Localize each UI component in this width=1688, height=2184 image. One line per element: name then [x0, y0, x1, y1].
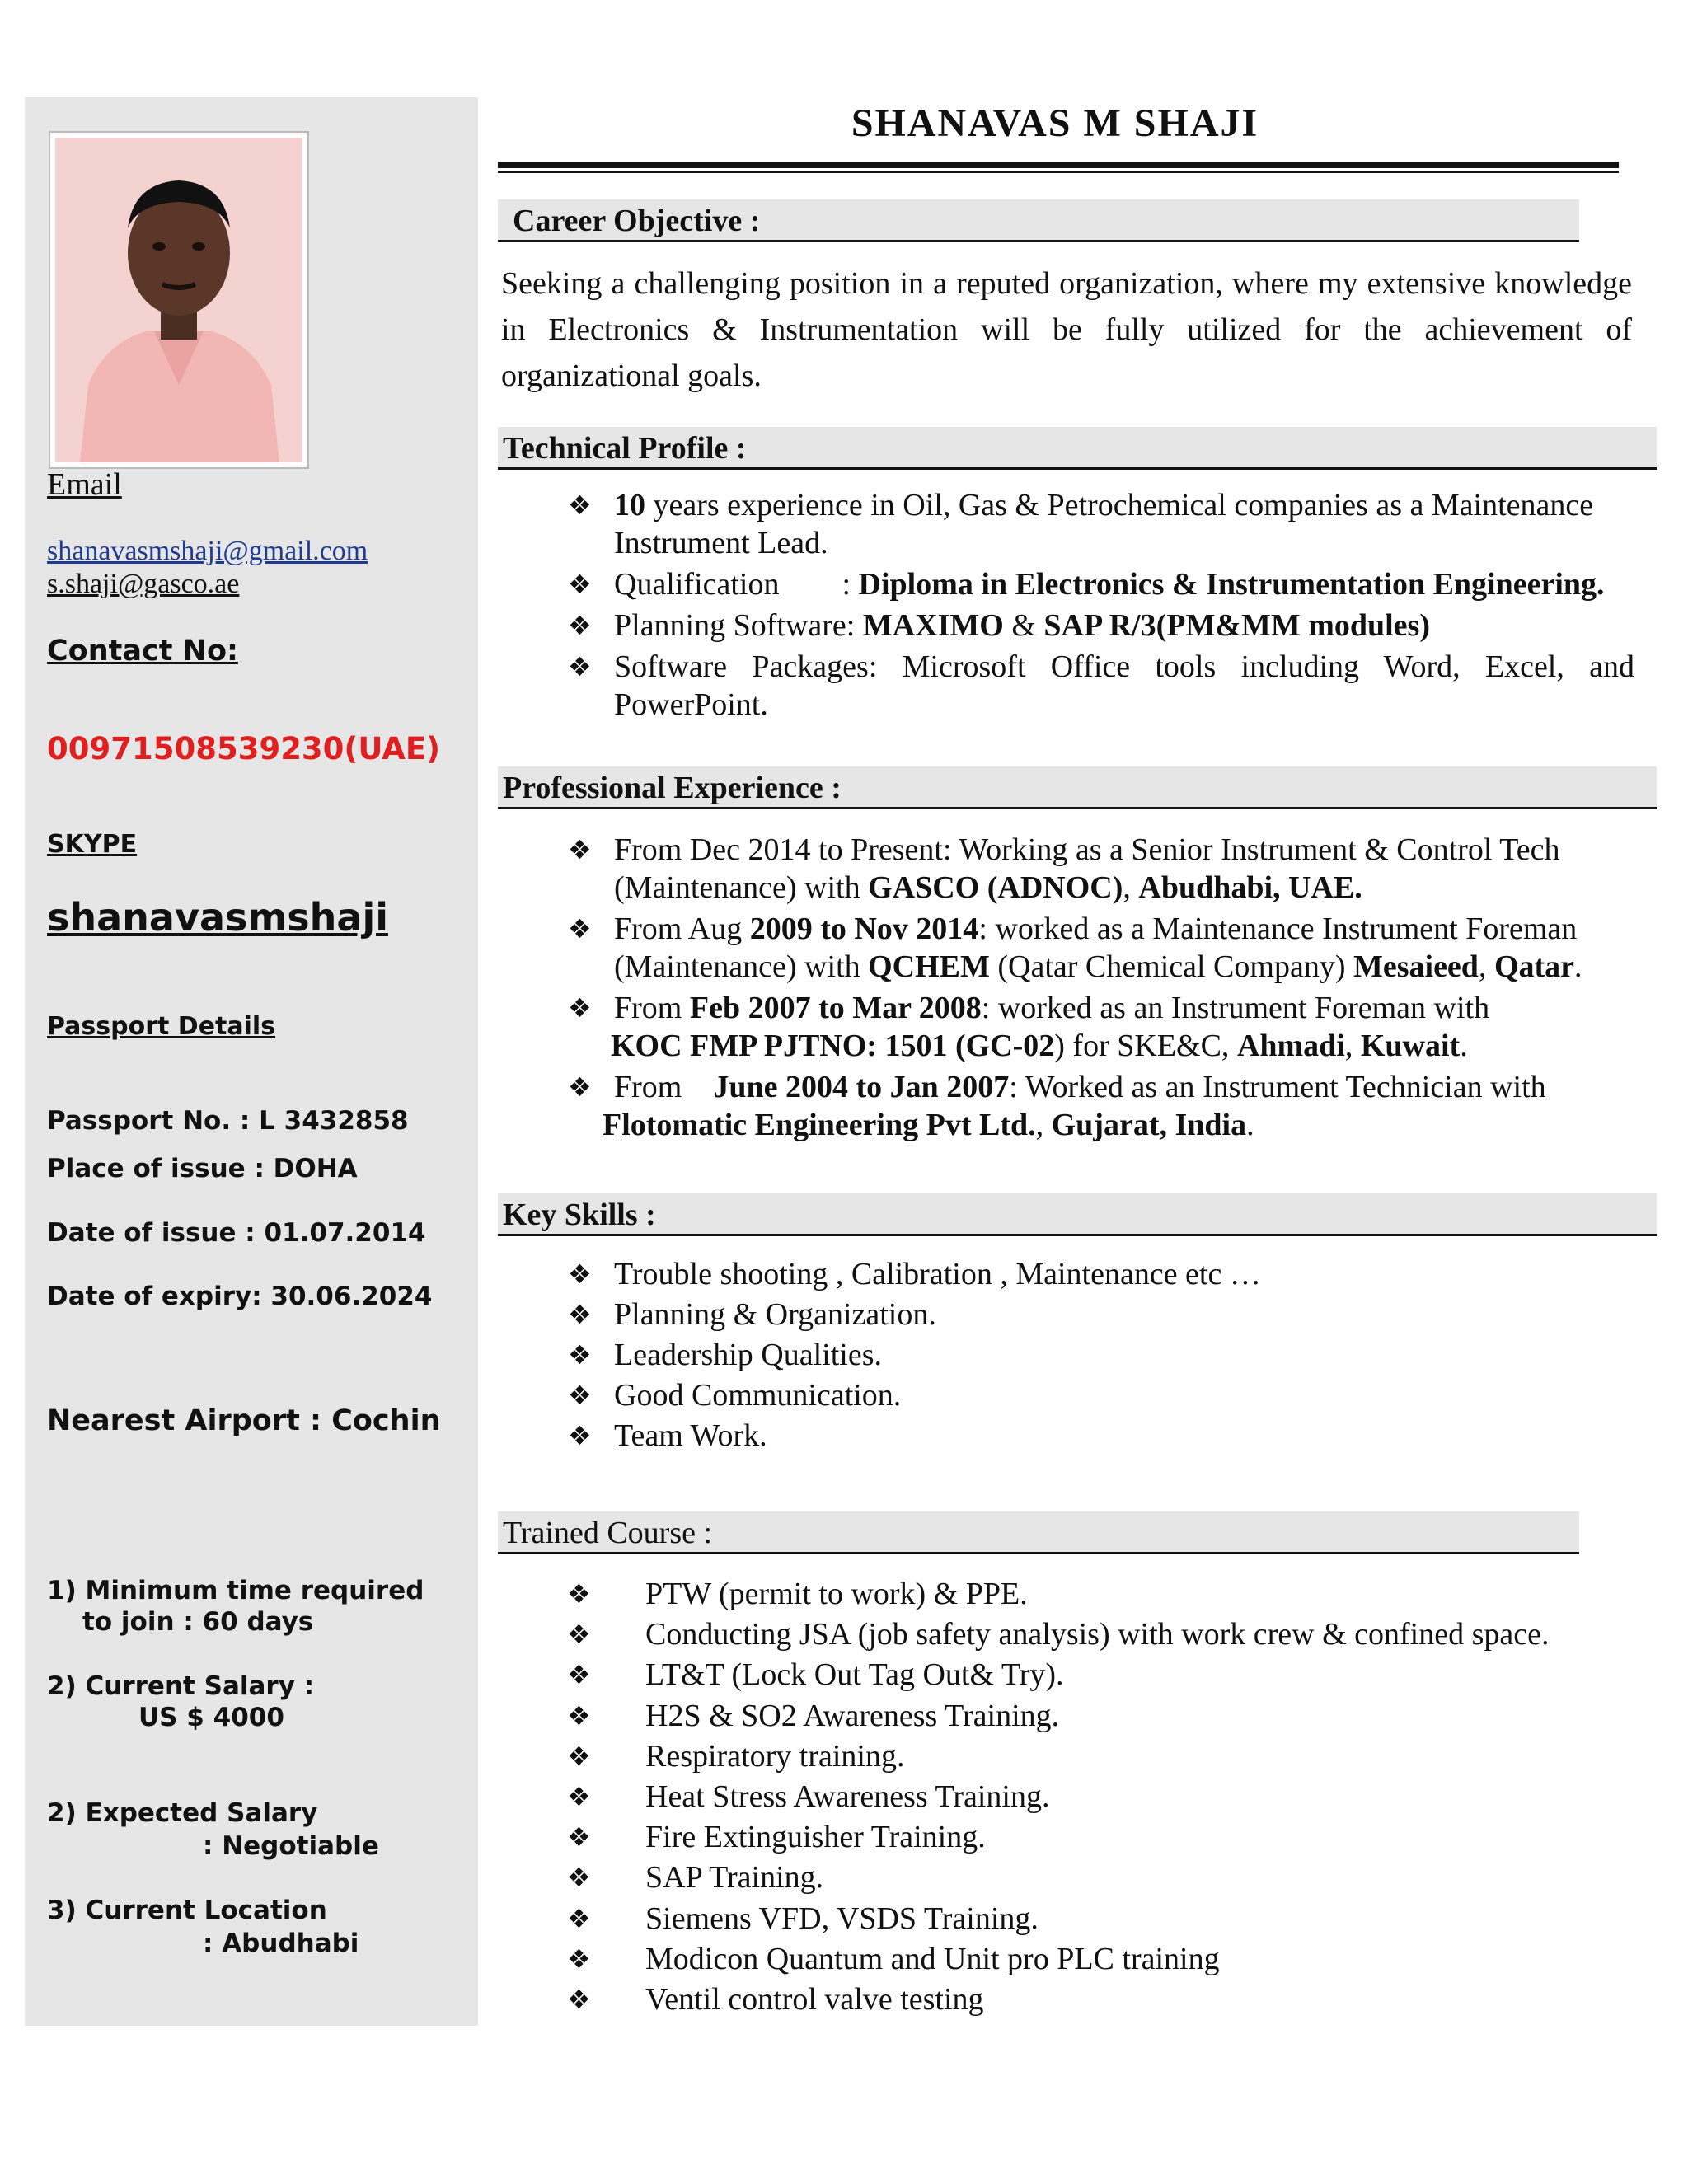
passport-label: Passport Details — [47, 1012, 276, 1041]
email-label: Email — [47, 467, 122, 502]
list-item: ❖ Trouble shooting , Calibration , Maintenance etc … — [614, 1254, 1634, 1295]
technical-profile-heading: Technical Profile : — [498, 427, 1657, 470]
location-line2: : Abudhabi — [203, 1929, 359, 1958]
bullet-icon: ❖ — [568, 992, 592, 1024]
bullet-icon: ❖ — [568, 1380, 592, 1411]
location-line1: 3) Current Location — [47, 1896, 327, 1925]
list-item: ❖ Conducting JSA (job safety analysis) with work crew & confined space. — [645, 1615, 1634, 1655]
email-link-primary[interactable]: shanavasmshaji@gmail.com — [47, 536, 368, 566]
list-item: ❖ From Aug 2009 to Nov 2014: worked as a Maintenance Instrument Foreman (Maintenance) with QCHEM (Qatar Chemical Company) Mesaieed, Qatar. — [568, 912, 1582, 984]
list-item: ❖ Team Work. — [614, 1416, 1634, 1456]
person-photo-icon — [55, 138, 302, 462]
title-rule-thick — [498, 162, 1619, 168]
professional-experience-heading: Professional Experience : — [498, 766, 1657, 809]
skype-id: shanavasmshaji — [47, 895, 388, 940]
current-salary-line1: 2) Current Salary : — [47, 1671, 315, 1701]
date-of-issue: Date of issue : 01.07.2014 — [47, 1218, 426, 1248]
list-item: ❖ PTW (permit to work) & PPE. — [645, 1574, 1634, 1615]
list-item: ❖ Siemens VFD, VSDS Training. — [645, 1899, 1634, 1939]
list-item: ❖ LT&T (Lock Out Tag Out& Try). — [645, 1655, 1634, 1695]
place-of-issue: Place of issue : DOHA — [47, 1154, 358, 1183]
technical-profile-list — [568, 486, 1634, 724]
bullet-icon: ❖ — [568, 1420, 592, 1451]
list-item: ❖ From Dec 2014 to Present: Working as a Senior Instrument & Control Tech (Maintenance) with GASCO (ADNOC), Abudhabi, UAE. — [568, 832, 1560, 905]
email-link-secondary[interactable]: s.shaji@gasco.ae — [47, 569, 240, 599]
list-item: ❖ Qualification : Diploma in Electronics & Instrumentation Engineering. — [568, 567, 1605, 602]
list-item: ❖ Ventil control valve testing — [645, 1980, 1634, 2020]
expected-salary-line2: : Negotiable — [203, 1831, 379, 1861]
list-item: ❖ Software Packages: Microsoft Office tools including Word, Excel, and PowerPoint. — [568, 649, 1634, 722]
bullet-icon: ❖ — [567, 1821, 591, 1854]
bullet-icon: ❖ — [568, 651, 592, 682]
list-item: ❖ SAP Training. — [645, 1858, 1634, 1898]
bullet-icon: ❖ — [567, 1619, 591, 1651]
bullet-icon: ❖ — [567, 1578, 591, 1610]
expected-salary-line1: 2) Expected Salary — [47, 1798, 318, 1828]
list-item: ❖ H2S & SO2 Awareness Training. — [645, 1696, 1634, 1736]
current-salary-line2: US $ 4000 — [138, 1703, 284, 1732]
bullet-icon: ❖ — [568, 1071, 592, 1103]
passport-no: Passport No. : L 3432858 — [47, 1106, 409, 1136]
list-item: ❖ Good Communication. — [614, 1376, 1634, 1416]
bullet-icon: ❖ — [567, 1699, 591, 1732]
list-item: ❖ From Feb 2007 to Mar 2008: worked as an Instrument Foreman with KOC FMP PJTNO: 1501 (GC-02) for SKE&C, Ahmadi, Kuwait. — [568, 991, 1490, 1063]
min-time-line2: to join : 60 days — [82, 1607, 314, 1637]
trained-course-heading: Trained Course : — [498, 1511, 1579, 1554]
contact-number: 00971508539230(UAE) — [47, 731, 441, 766]
bullet-icon: ❖ — [567, 1984, 591, 2016]
bullet-icon: ❖ — [568, 569, 592, 600]
list-item: ❖ Leadership Qualities. — [614, 1335, 1634, 1376]
min-time-line1: 1) Minimum time required — [47, 1576, 424, 1605]
list-item: ❖ Fire Extinguisher Training. — [645, 1817, 1634, 1858]
bullet-icon: ❖ — [568, 1299, 592, 1330]
bullet-icon: ❖ — [567, 1943, 591, 1975]
career-objective-text: Seeking a challenging position in a reputed organization, where my extensive knowledge in Electronics & Instrumentation will be fully utilized for the achievement of organizational goals. — [501, 266, 1632, 393]
trained-course-list — [567, 1574, 1634, 2020]
bullet-icon: ❖ — [567, 1862, 591, 1894]
key-skills-list — [568, 1254, 1634, 1456]
key-skills-heading: Key Skills : — [498, 1193, 1657, 1236]
bullet-icon: ❖ — [568, 913, 592, 944]
bullet-icon: ❖ — [568, 1339, 592, 1371]
bullet-icon: ❖ — [568, 1258, 592, 1290]
page-title: SHANAVAS M SHAJI — [851, 101, 1259, 145]
career-objective-heading: Career Objective : — [498, 199, 1579, 242]
date-of-expiry: Date of expiry: 30.06.2024 — [47, 1282, 433, 1311]
bullet-icon: ❖ — [568, 610, 592, 641]
skype-label: SKYPE — [47, 830, 138, 859]
bullet-icon: ❖ — [568, 834, 592, 865]
bullet-icon: ❖ — [567, 1902, 591, 1934]
bullet-icon: ❖ — [567, 1659, 591, 1691]
list-item: ❖ Heat Stress Awareness Training. — [645, 1777, 1634, 1817]
list-item: ❖ Respiratory training. — [645, 1736, 1634, 1777]
list-item: ❖ Modicon Quantum and Unit pro PLC training — [645, 1939, 1634, 1980]
list-item: ❖ 10 years experience in Oil, Gas & Petrochemical companies as a Maintenance Instrument Lead. — [568, 488, 1594, 560]
bullet-icon: ❖ — [567, 1740, 591, 1772]
title-rule-thin — [498, 171, 1619, 173]
nearest-airport: Nearest Airport : Cochin — [47, 1404, 441, 1437]
list-item: ❖ Planning Software: MAXIMO & SAP R/3(PM&MM modules) — [568, 608, 1430, 643]
profile-photo — [50, 133, 307, 467]
experience-list — [568, 831, 1634, 1144]
list-item: ❖ From June 2004 to Jan 2007: Worked as an Instrument Technician with Flotomatic Engineering Pvt Ltd., Gujarat, India. — [568, 1070, 1546, 1142]
bullet-icon: ❖ — [567, 1781, 591, 1813]
bullet-icon: ❖ — [568, 490, 592, 521]
list-item: ❖ Planning & Organization. — [614, 1295, 1634, 1335]
contact-label: Contact No: — [47, 635, 238, 668]
